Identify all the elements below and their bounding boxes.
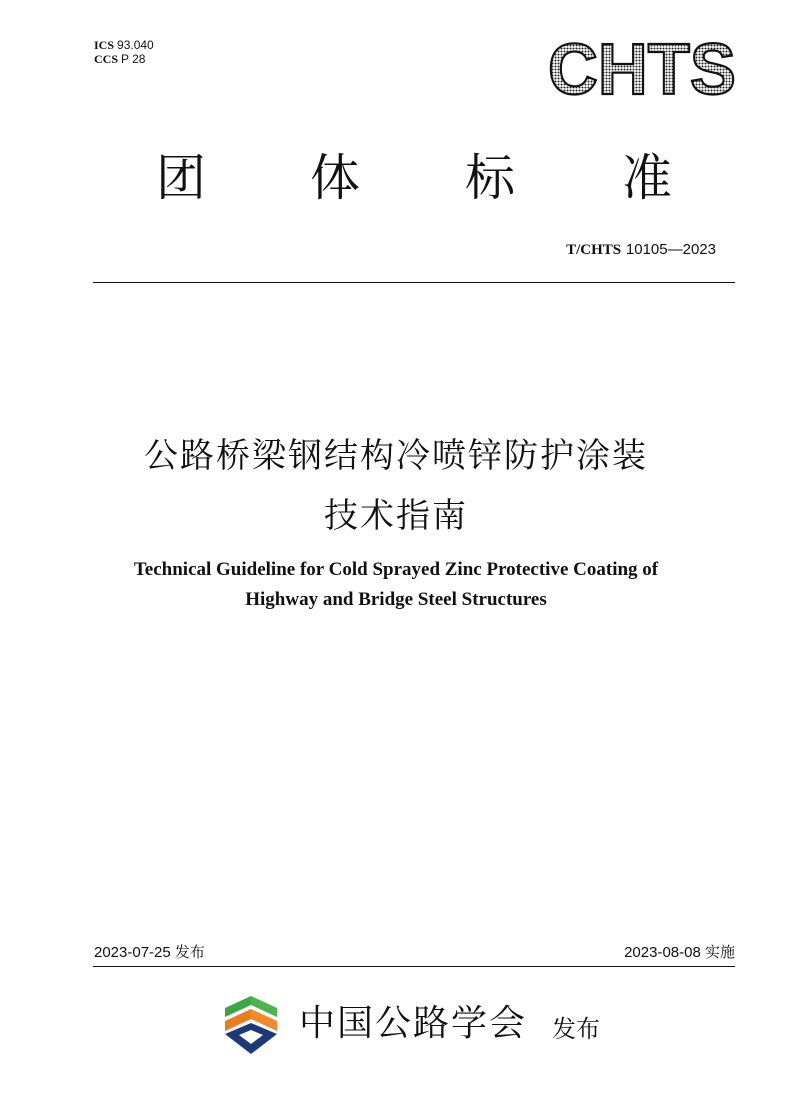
doc-type-char: 准 (622, 149, 672, 207)
doc-type-char: 标 (465, 149, 515, 207)
publisher-name: 中国公路学会 (299, 1003, 528, 1044)
document-type-title (0, 138, 792, 218)
doc-type-char: 团 (156, 149, 206, 207)
header-divider (93, 282, 735, 283)
svg-text:CHTS: CHTS (548, 30, 736, 106)
doc-type-char: 体 (310, 149, 360, 207)
publisher-block (219, 992, 619, 1058)
classification-codes (94, 38, 154, 66)
title-en-line1: Technical Guideline for Cold Sprayed Zinc Protective Coating of (133, 559, 659, 580)
title-cn-line2: 技术指南 (324, 496, 468, 536)
title-cn-line1: 公路桥梁钢结构冷喷锌防护涂装 (144, 436, 648, 476)
footer-divider (93, 966, 735, 967)
chts-emblem-icon (219, 994, 283, 1056)
implementation-date: 2023-08-08 实施 (624, 943, 735, 961)
chts-logo (545, 26, 740, 106)
publisher-suffix: 发布 (552, 1015, 600, 1043)
ics-code: ICS 93.040 (94, 38, 154, 52)
standard-number: T/CHTS 10105—2023 (566, 241, 716, 258)
title-en-line2: Highway and Bridge Steel Structures (245, 589, 547, 610)
issue-date: 2023-07-25 发布 (94, 943, 205, 961)
ccs-code: CCS P 28 (94, 52, 146, 66)
